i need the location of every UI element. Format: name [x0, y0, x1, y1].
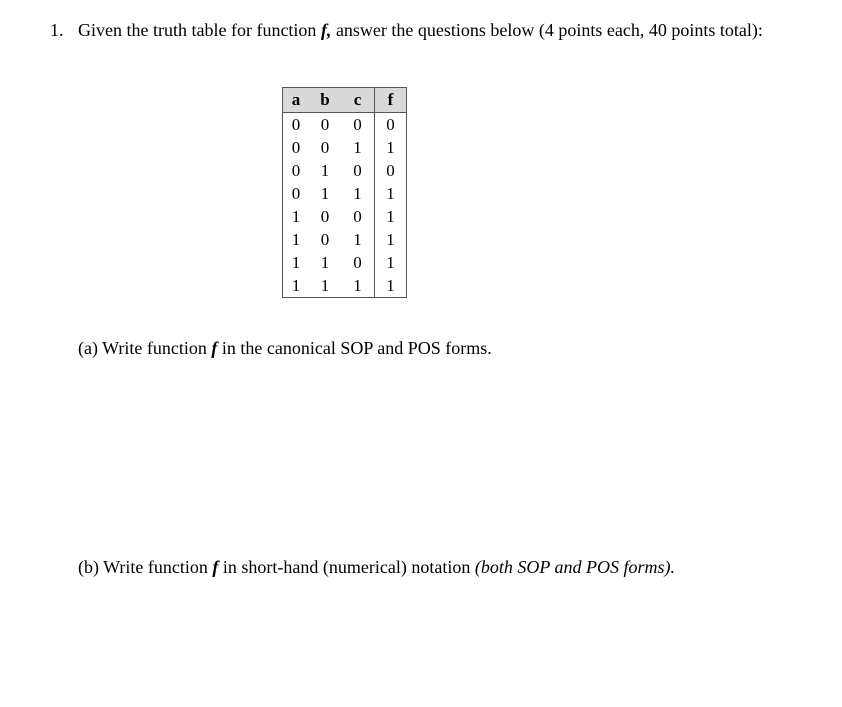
table-row — [283, 274, 407, 298]
cell-f: 0 — [375, 159, 407, 182]
cell-a: 0 — [283, 113, 310, 137]
cell-b: 1 — [309, 274, 341, 298]
cell-a: 1 — [283, 274, 310, 298]
header-f: f — [375, 88, 407, 113]
header-c: c — [341, 88, 375, 113]
cell-a: 0 — [283, 159, 310, 182]
truth-table-header-row — [283, 88, 407, 113]
cell-c: 0 — [353, 160, 362, 180]
cell-b: 0 — [320, 114, 330, 134]
part-a — [78, 336, 492, 361]
question-text-after: answer the questions below (4 points each, 40 points total): — [331, 20, 763, 40]
table-row — [283, 113, 407, 137]
question-text — [78, 18, 770, 43]
cell-f: 1 — [375, 274, 407, 298]
part-a-prefix: (a) Write function — [78, 338, 212, 358]
cell-f: 1 — [375, 182, 407, 205]
table-row — [283, 159, 407, 182]
cell-b: 1 — [320, 160, 330, 180]
cell-b: 0 — [320, 206, 330, 226]
function-f-symbol: f — [212, 557, 219, 577]
header-b: b — [309, 88, 341, 113]
table-row — [283, 251, 407, 274]
cell-f: 0 — [375, 113, 407, 137]
cell-c: 1 — [353, 183, 362, 203]
table-row — [283, 205, 407, 228]
cell-c: 0 — [353, 114, 362, 134]
cell-c: 1 — [353, 137, 362, 157]
cell-a: 0 — [283, 182, 310, 205]
cell-a: 1 — [283, 251, 310, 274]
cell-f: 1 — [375, 205, 407, 228]
part-b-prefix: (b) Write function — [78, 557, 213, 577]
cell-c: 0 — [353, 252, 362, 272]
cell-b: 0 — [320, 137, 330, 157]
part-b — [78, 555, 675, 580]
part-a-suffix: in the canonical SOP and POS forms. — [217, 338, 492, 358]
cell-f: 1 — [375, 136, 407, 159]
cell-b: 1 — [320, 183, 330, 203]
cell-c: 1 — [353, 229, 362, 249]
table-row — [283, 228, 407, 251]
cell-a: 0 — [283, 136, 310, 159]
question-text-before: Given the truth table for function — [78, 20, 321, 40]
question-1 — [50, 18, 770, 43]
function-f-symbol: f, — [320, 20, 332, 40]
cell-b: 1 — [320, 252, 330, 272]
cell-c: 1 — [341, 274, 375, 298]
cell-f: 1 — [375, 228, 407, 251]
cell-f: 1 — [375, 251, 407, 274]
table-row — [283, 136, 407, 159]
truth-table — [282, 87, 407, 298]
cell-a: 1 — [283, 228, 310, 251]
function-f-symbol: f — [211, 338, 218, 358]
question-number: 1. — [50, 20, 64, 40]
header-a: a — [283, 88, 310, 113]
cell-b: 0 — [320, 229, 330, 249]
table-row — [283, 182, 407, 205]
part-b-italic-note: (both SOP and POS forms). — [474, 557, 676, 577]
part-b-suffix: in short-hand (numerical) notation — [218, 557, 475, 577]
cell-a: 1 — [283, 205, 310, 228]
cell-c: 0 — [353, 206, 362, 226]
